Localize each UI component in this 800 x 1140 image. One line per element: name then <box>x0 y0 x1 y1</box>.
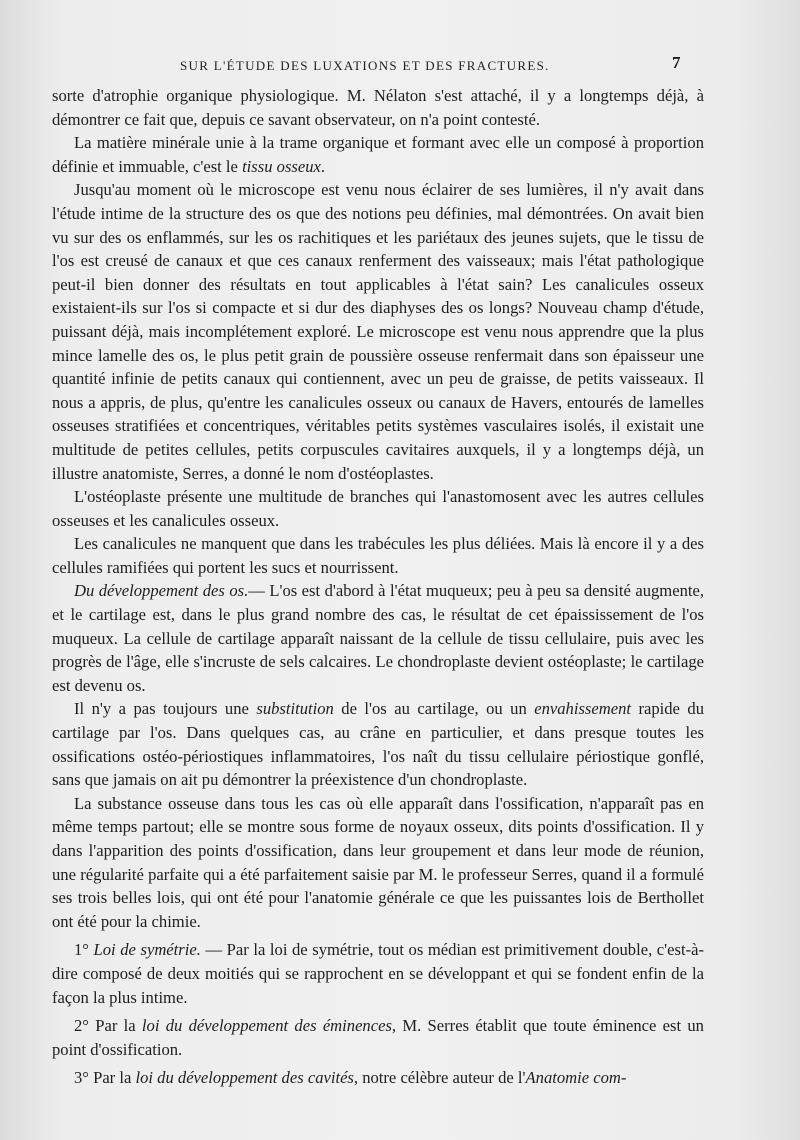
paragraph <box>52 1014 704 1061</box>
paragraph <box>52 84 704 131</box>
paragraph-text: — L'os est d'abord à l'état muqueux; peu à peu sa densité augmente, et le cartilage est, dans le plus grand nombre des cas, le résultat de cet épaississement de l'os muqueux. La cellule de cartilage apparaît naissant de la cellule de tissu cellulaire, puis avec les progrès de l'âge, elle s'incruste de sels calcaires. Le chondroplaste devient ostéoplaste; le cartilage est devenu os. <box>52 581 704 695</box>
paragraph <box>52 178 704 485</box>
emphasis-term: envahissement <box>534 699 631 719</box>
paragraph-text: Jusqu'au moment où le microscope est venu nous éclairer de ses lumières, il n'y avait dans l'étude intime de la structure des os que des notions peu définies, mal démontrées. On avait bien vu sur des os enflammés, sur les os rachitiques et les pariétaux des jeunes sujets, que le tissu de l'os est creusé de canaux et que ces canaux renferment des vaisseaux; mais l'état pathologique peut-il bien donner des résultats en tout applicables à l'état sain? Les canalicules osseux existaient-ils sur l'os si compacte et si dur des diaphyses des os longs? Nouveau champ d'étude, puissant déjà, mais incomplétement exploré. Le microscope est venu nous apprendre que la plus mince lamelle des os, le plus petit grain de poussière osseuse renfermait dans son épaisseur une quantité infinie de petits canaux qui contiennent, avec un peu de graisse, de petits vaisseaux. Il nous a appris, de plus, qu'entre les canalicules osseux ou canaux de Havers, entourés de lamelles osseuses stratifiées et concentriques, véritables petits systèmes vasculaires isolés, il existait une multitude de petites cellules, petits corpuscules cavitaires auxquels, il y a longtemps déjà, un illustre anatomiste, Serres, a donné le nom d'ostéoplastes. <box>52 180 704 483</box>
paragraph-text: Les canalicules ne manquent que dans les trabécules les plus déliées. Mais là encore il y a des cellules ramifiées qui portent les sucs et nourrissent. <box>52 534 704 577</box>
section-heading: Du développement des os. <box>74 581 249 601</box>
paragraph <box>52 1066 704 1090</box>
emphasis-term: substitution <box>256 699 334 719</box>
body-text <box>52 84 704 1090</box>
paragraph-text: rapide du cartilage par l'os. Dans quelques cas, au crâne en particulier, et dans presque toutes les ossifications ostéo-périostiques inflammatoires, l'os naît du tissu cellulaire périostique gonflé, sans que jamais on ait pu démontrer la préexistence d'un chondroplaste. <box>52 699 704 790</box>
paragraph-text: — Par la loi de symétrie, tout os médian est primitivement double, c'est-à-dire composé de deux moitiés qui se rapprochent en se développant et qui se fondent enfin de la façon la plus intime. <box>52 940 705 1007</box>
emphasis-term: loi du développement des éminences <box>141 1016 392 1036</box>
paragraph-text: . <box>320 156 326 176</box>
emphasis-term: Anatomie com- <box>525 1068 627 1088</box>
paragraph-text: , notre célèbre auteur de l' <box>353 1068 526 1088</box>
paragraph-text: Il n'y a pas toujours une <box>74 699 257 719</box>
running-title: SUR L'ÉTUDE DES LUXATIONS ET DES FRACTURES. <box>180 58 550 73</box>
paragraph-text: La substance osseuse dans tous les cas où elle apparaît dans l'ossification, n'apparaît pas en même temps partout; elle se montre sous forme de noyaux osseux, dits points d'ossification. Il y dans l'apparition des points d'ossification, dans leur groupement et dans leur mode de réunion, une régularité parfaite qui a été parfaitement saisie par M. le professeur Serres, quand il a formulé ses trois belles lois, qui ont été pour l'anatomie générale ce que les puissantes lois de Berthollet ont été pour la chimie. <box>52 793 704 931</box>
paragraph <box>52 532 704 579</box>
paragraph <box>52 792 704 934</box>
section-heading: Loi de symétrie. <box>93 940 201 960</box>
paragraph <box>52 938 704 1009</box>
paragraph-text: La matière minérale unie à la trame organique et formant avec elle un composé à proportion définie et immuable, c'est le <box>52 133 704 176</box>
paragraph-text: , M. Serres établit que toute éminence est un point d'ossification. <box>52 1016 704 1059</box>
list-number: 1° <box>74 940 89 960</box>
paragraph <box>52 485 704 532</box>
paragraph-text: L'ostéoplaste présente une multitude de branches qui l'anastomosent avec les autres cellules osseuses et les canalicules osseux. <box>52 487 704 530</box>
paragraph <box>52 579 704 697</box>
page-number: 7 <box>672 53 681 72</box>
list-number: 2° <box>74 1016 89 1036</box>
paragraph <box>52 131 704 178</box>
emphasis-term: tissu osseux <box>242 156 321 176</box>
paragraph-text: sorte d'atrophie organique physiologique. M. Nélaton s'est attaché, il y a longtemps déjà, à démontrer ce fait que, depuis ce savant observateur, on n'a point contesté. <box>52 86 704 129</box>
paragraph <box>52 697 704 791</box>
paragraph-text: Par la <box>88 1068 136 1088</box>
list-number: 3° <box>74 1068 89 1088</box>
paragraph-text: de l'os au cartilage, ou un <box>333 699 535 719</box>
paragraph-text: Par la <box>88 1016 142 1036</box>
emphasis-term: loi du développement des cavités <box>135 1068 354 1088</box>
